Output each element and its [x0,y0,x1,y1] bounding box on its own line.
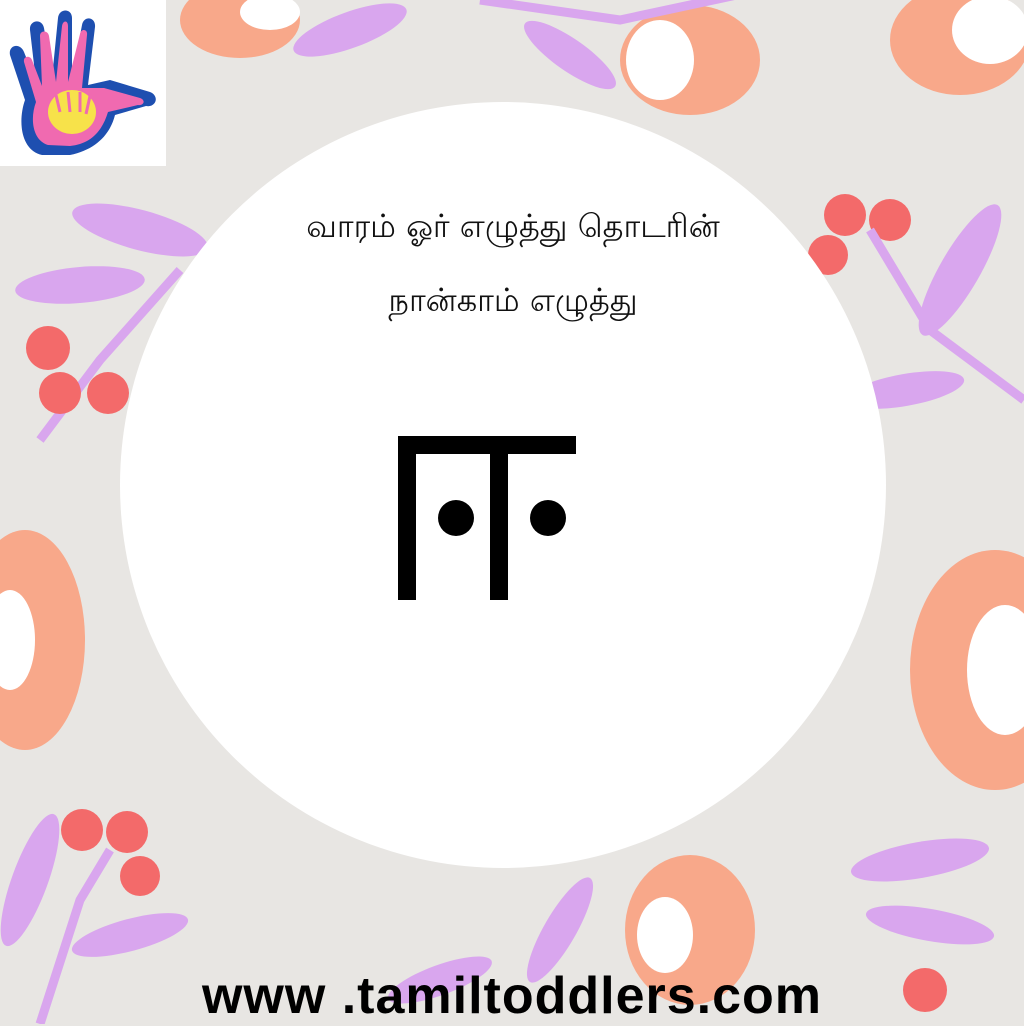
berry-left-1 [26,326,70,370]
handprint-icon [0,0,166,166]
leaf-left-2 [14,261,147,308]
flower-left [0,530,85,750]
berry-left-2 [39,372,81,414]
letter-left-stem [398,436,416,600]
berry-bottom-left-1 [61,809,103,851]
leaf-bottom-left-2 [68,904,192,966]
heading-line-2: நான்காம் எழுத்து [388,281,638,319]
flower-top-left [180,0,300,58]
letter-dot-right [530,500,566,536]
letter-top-bar [398,436,576,454]
leaf-bottom-left-1 [0,808,71,952]
berry-left-3 [87,372,129,414]
heading-line-1: வாரம் ஓர் எழுத்து தொடரின் [306,207,720,245]
logo [0,0,166,166]
leaf-bottom-right-1 [848,830,992,890]
website-url: www .tamiltoddlers.com [201,967,823,1025]
flower-top-right [890,0,1024,95]
leaf-right-1 [905,195,1015,345]
flower-right [910,550,1024,790]
leaf-top-1 [287,0,412,67]
berry-bottom-left-2 [106,811,148,853]
letter-center-stem [490,436,508,600]
tamil-letter-icon [396,434,576,604]
letter-dot-left [438,500,474,536]
flower-top-center [620,5,760,115]
berry-bottom-left-3 [120,856,160,896]
leaf-bottom-right-2 [863,898,997,952]
leaf-top-2 [516,10,624,99]
